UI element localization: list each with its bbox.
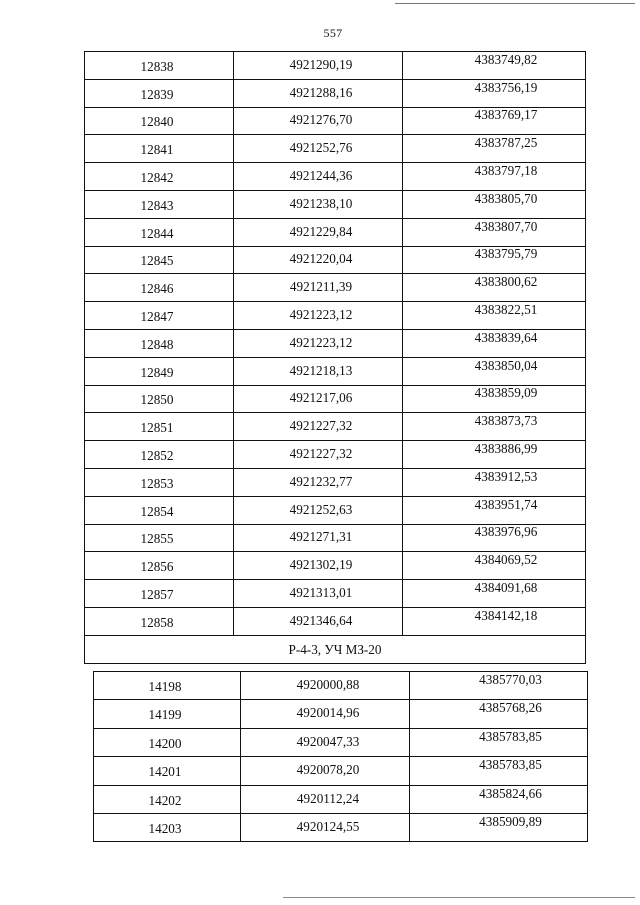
point-number-cell (85, 274, 234, 302)
table-row (85, 413, 586, 441)
y-coordinate-cell (410, 757, 588, 785)
x-coordinate-cell (234, 357, 403, 385)
bottom-edge-rule (283, 897, 635, 898)
x-coordinate-cell-text: 4921346,64 (289, 612, 353, 628)
table-row (85, 135, 586, 163)
point-number-cell (85, 552, 234, 580)
point-number-cell-text: 12856 (140, 559, 174, 575)
x-coordinate-cell (241, 700, 410, 728)
x-coordinate-cell (241, 672, 410, 700)
y-coordinate-cell (403, 413, 586, 441)
point-number-cell-text: 12850 (140, 392, 174, 408)
y-coordinate-cell-text: 4384142,18 (474, 607, 538, 623)
x-coordinate-cell-text: 4921271,31 (289, 529, 353, 545)
y-coordinate-cell-text: 4383769,17 (474, 107, 538, 123)
point-number-cell-text: 12855 (140, 531, 174, 547)
point-number-cell (94, 813, 241, 841)
y-coordinate-cell-text: 4385783,85 (479, 757, 542, 773)
x-coordinate-cell (234, 135, 403, 163)
y-coordinate-cell-text: 4383859,09 (474, 385, 538, 401)
x-coordinate-cell-text: 4921232,77 (289, 473, 353, 489)
x-coordinate-cell (234, 329, 403, 357)
point-number-cell (85, 52, 234, 80)
x-coordinate-cell (241, 785, 410, 813)
point-number-cell (85, 135, 234, 163)
y-coordinate-cell-text: 4383839,64 (474, 329, 538, 345)
point-number-cell-text: 12853 (140, 475, 174, 491)
x-coordinate-cell-text: 4921229,84 (289, 223, 353, 239)
table-row (85, 107, 586, 135)
point-number-cell (85, 580, 234, 608)
y-coordinate-cell (410, 728, 588, 756)
x-coordinate-cell-text: 4921244,36 (289, 167, 353, 183)
x-coordinate-cell (234, 79, 403, 107)
point-number-cell-text: 12847 (140, 308, 174, 324)
y-coordinate-cell-text: 4385783,85 (479, 728, 542, 744)
x-coordinate-cell (241, 813, 410, 841)
x-coordinate-cell (234, 552, 403, 580)
point-number-cell (85, 302, 234, 330)
x-coordinate-cell-text: 4921223,12 (289, 334, 353, 350)
x-coordinate-cell-text: 4921227,32 (289, 445, 353, 461)
table-row (85, 552, 586, 580)
y-coordinate-cell-text: 4383807,70 (474, 218, 538, 234)
x-coordinate-cell-text: 4921220,04 (289, 251, 353, 267)
y-coordinate-cell-text: 4383951,74 (474, 496, 538, 512)
point-number-cell-text: 12838 (140, 58, 174, 74)
y-coordinate-cell-text: 4383749,82 (474, 51, 538, 67)
y-coordinate-cell-text: 4383822,51 (474, 301, 538, 317)
point-number-cell (85, 524, 234, 552)
point-number-cell-text: 12840 (140, 114, 174, 130)
x-coordinate-cell (241, 757, 410, 785)
x-coordinate-cell (234, 385, 403, 413)
y-coordinate-cell (410, 700, 588, 728)
point-number-cell-text: 12857 (140, 586, 174, 602)
y-coordinate-cell (403, 496, 586, 524)
x-coordinate-cell (234, 163, 403, 191)
x-coordinate-cell (234, 218, 403, 246)
y-coordinate-cell (403, 246, 586, 274)
y-coordinate-cell (403, 274, 586, 302)
table-row (85, 329, 586, 357)
x-coordinate-cell-text: 4920124,55 (296, 819, 360, 835)
x-coordinate-cell (234, 302, 403, 330)
y-coordinate-cell-text: 4384091,68 (474, 579, 538, 595)
point-number-cell (85, 107, 234, 135)
x-coordinate-cell-text: 4921218,13 (289, 362, 353, 378)
point-number-cell-text: 14203 (148, 821, 182, 837)
x-coordinate-cell-text: 4921227,32 (289, 418, 353, 434)
point-number-cell-text: 12845 (140, 253, 174, 269)
point-number-cell (85, 163, 234, 191)
point-number-cell-text: 14202 (148, 792, 182, 808)
x-coordinate-cell-text: 4921313,01 (289, 584, 353, 600)
y-coordinate-cell-text: 4383912,53 (474, 468, 538, 484)
table-row (94, 757, 588, 785)
y-coordinate-cell (403, 79, 586, 107)
table-row (85, 218, 586, 246)
table-row (85, 163, 586, 191)
point-number-cell (94, 672, 241, 700)
x-coordinate-cell-text: 4921290,19 (289, 56, 353, 72)
table-row (85, 580, 586, 608)
table-row (85, 607, 586, 635)
point-number-cell-text: 14199 (148, 707, 182, 723)
x-coordinate-cell-text: 4920014,96 (296, 705, 360, 721)
point-number-cell-text: 12843 (140, 197, 174, 213)
point-number-cell (85, 246, 234, 274)
x-coordinate-cell (234, 580, 403, 608)
table-row (85, 190, 586, 218)
y-coordinate-cell-text: 4384069,52 (474, 552, 538, 568)
point-number-cell (85, 413, 234, 441)
y-coordinate-cell-text: 4385768,26 (479, 700, 542, 716)
coordinates-table-section (93, 671, 586, 842)
x-coordinate-cell (234, 468, 403, 496)
x-coordinate-cell-text: 4920047,33 (296, 733, 360, 749)
point-number-cell-text: 14198 (148, 679, 182, 695)
point-number-cell (85, 607, 234, 635)
y-coordinate-cell (403, 357, 586, 385)
x-coordinate-cell-text: 4921238,10 (289, 195, 353, 211)
x-coordinate-cell-text: 4921217,06 (289, 390, 353, 406)
point-number-cell (94, 728, 241, 756)
x-coordinate-cell (234, 441, 403, 469)
table-row (85, 274, 586, 302)
x-coordinate-cell-text: 4921288,16 (289, 84, 353, 100)
y-coordinate-cell-text: 4383787,25 (474, 135, 538, 151)
x-coordinate-cell-text: 4921276,70 (289, 112, 353, 128)
x-coordinate-cell (234, 524, 403, 552)
y-coordinate-cell (403, 218, 586, 246)
point-number-cell (85, 496, 234, 524)
table-row (85, 385, 586, 413)
table-row (85, 79, 586, 107)
point-number-cell-text: 12854 (140, 503, 174, 519)
y-coordinate-cell (403, 52, 586, 80)
y-coordinate-cell (403, 607, 586, 635)
x-coordinate-cell (234, 413, 403, 441)
x-coordinate-cell (241, 728, 410, 756)
point-number-cell (85, 357, 234, 385)
y-coordinate-cell (403, 385, 586, 413)
y-coordinate-cell (403, 580, 586, 608)
y-coordinate-cell-text: 4383756,19 (474, 79, 538, 95)
point-number-cell (85, 190, 234, 218)
section-header-row (85, 635, 586, 663)
point-number-cell-text: 12839 (140, 86, 174, 102)
point-number-cell (85, 79, 234, 107)
point-number-cell (85, 218, 234, 246)
y-coordinate-cell-text: 4383797,18 (474, 162, 538, 178)
x-coordinate-cell-text: 4921252,63 (289, 501, 353, 517)
point-number-cell (94, 785, 241, 813)
table-row (85, 496, 586, 524)
x-coordinate-cell (234, 52, 403, 80)
point-number-cell-text: 12852 (140, 447, 174, 463)
x-coordinate-cell-text: 4920112,24 (296, 790, 360, 806)
table-row (85, 302, 586, 330)
table-row (85, 524, 586, 552)
y-coordinate-cell-text: 4383850,04 (474, 357, 538, 373)
point-number-cell (85, 329, 234, 357)
point-number-cell-text: 14200 (148, 735, 182, 751)
y-coordinate-cell-text: 4383795,79 (474, 246, 538, 262)
table-row (85, 52, 586, 80)
table-row (85, 357, 586, 385)
y-coordinate-cell (410, 672, 588, 700)
y-coordinate-cell (403, 302, 586, 330)
point-number-cell-text: 12851 (140, 420, 174, 436)
y-coordinate-cell-text: 4383976,96 (474, 524, 538, 540)
x-coordinate-cell-text: 4921223,12 (289, 306, 353, 322)
x-coordinate-cell (234, 246, 403, 274)
y-coordinate-cell (403, 190, 586, 218)
table-row (94, 813, 588, 841)
x-coordinate-cell (234, 496, 403, 524)
point-number-cell-text: 12841 (140, 142, 174, 158)
table-row (85, 246, 586, 274)
x-coordinate-cell-text: 4920078,20 (296, 762, 360, 778)
point-number-cell-text: 12846 (140, 281, 174, 297)
y-coordinate-cell (403, 552, 586, 580)
y-coordinate-cell (403, 441, 586, 469)
y-coordinate-cell (403, 135, 586, 163)
x-coordinate-cell (234, 607, 403, 635)
y-coordinate-cell-text: 4383873,73 (474, 413, 538, 429)
point-number-cell-text: 12849 (140, 364, 174, 380)
y-coordinate-cell (403, 329, 586, 357)
y-coordinate-cell (410, 785, 588, 813)
top-edge-rule (395, 3, 635, 4)
table-row (85, 468, 586, 496)
point-number-cell-text: 12844 (140, 225, 174, 241)
page-number: 557 (323, 26, 343, 40)
y-coordinate-cell-text: 4383805,70 (474, 190, 538, 206)
x-coordinate-cell-text: 4921302,19 (289, 557, 353, 573)
point-number-cell-text: 12848 (140, 336, 174, 352)
table-row (94, 728, 588, 756)
y-coordinate-cell-text: 4383800,62 (474, 274, 538, 290)
x-coordinate-cell-text: 4921252,76 (289, 140, 353, 156)
point-number-cell-text: 14201 (148, 764, 182, 780)
point-number-cell (85, 385, 234, 413)
point-number-cell-text: 12842 (140, 169, 174, 185)
y-coordinate-cell (403, 107, 586, 135)
x-coordinate-cell (234, 190, 403, 218)
y-coordinate-cell (403, 524, 586, 552)
y-coordinate-cell-text: 4385824,66 (479, 785, 542, 801)
y-coordinate-cell (403, 163, 586, 191)
y-coordinate-cell-text: 4385770,03 (479, 672, 542, 688)
table-row (94, 785, 588, 813)
point-number-cell-text: 12858 (140, 614, 174, 630)
point-number-cell (94, 700, 241, 728)
y-coordinate-cell-text: 4383886,99 (474, 440, 538, 456)
table-row (94, 700, 588, 728)
x-coordinate-cell-text: 4920000,88 (296, 677, 360, 693)
y-coordinate-cell (403, 468, 586, 496)
point-number-cell (85, 441, 234, 469)
y-coordinate-cell (410, 813, 588, 841)
x-coordinate-cell (234, 274, 403, 302)
y-coordinate-cell-text: 4385909,89 (479, 814, 542, 830)
section-title: Р-4-3, УЧ МЗ-20 (85, 635, 586, 663)
x-coordinate-cell-text: 4921211,39 (289, 279, 353, 295)
coordinates-table-main (84, 51, 584, 664)
table-row (94, 672, 588, 700)
table-row (85, 441, 586, 469)
point-number-cell (94, 757, 241, 785)
x-coordinate-cell (234, 107, 403, 135)
point-number-cell (85, 468, 234, 496)
